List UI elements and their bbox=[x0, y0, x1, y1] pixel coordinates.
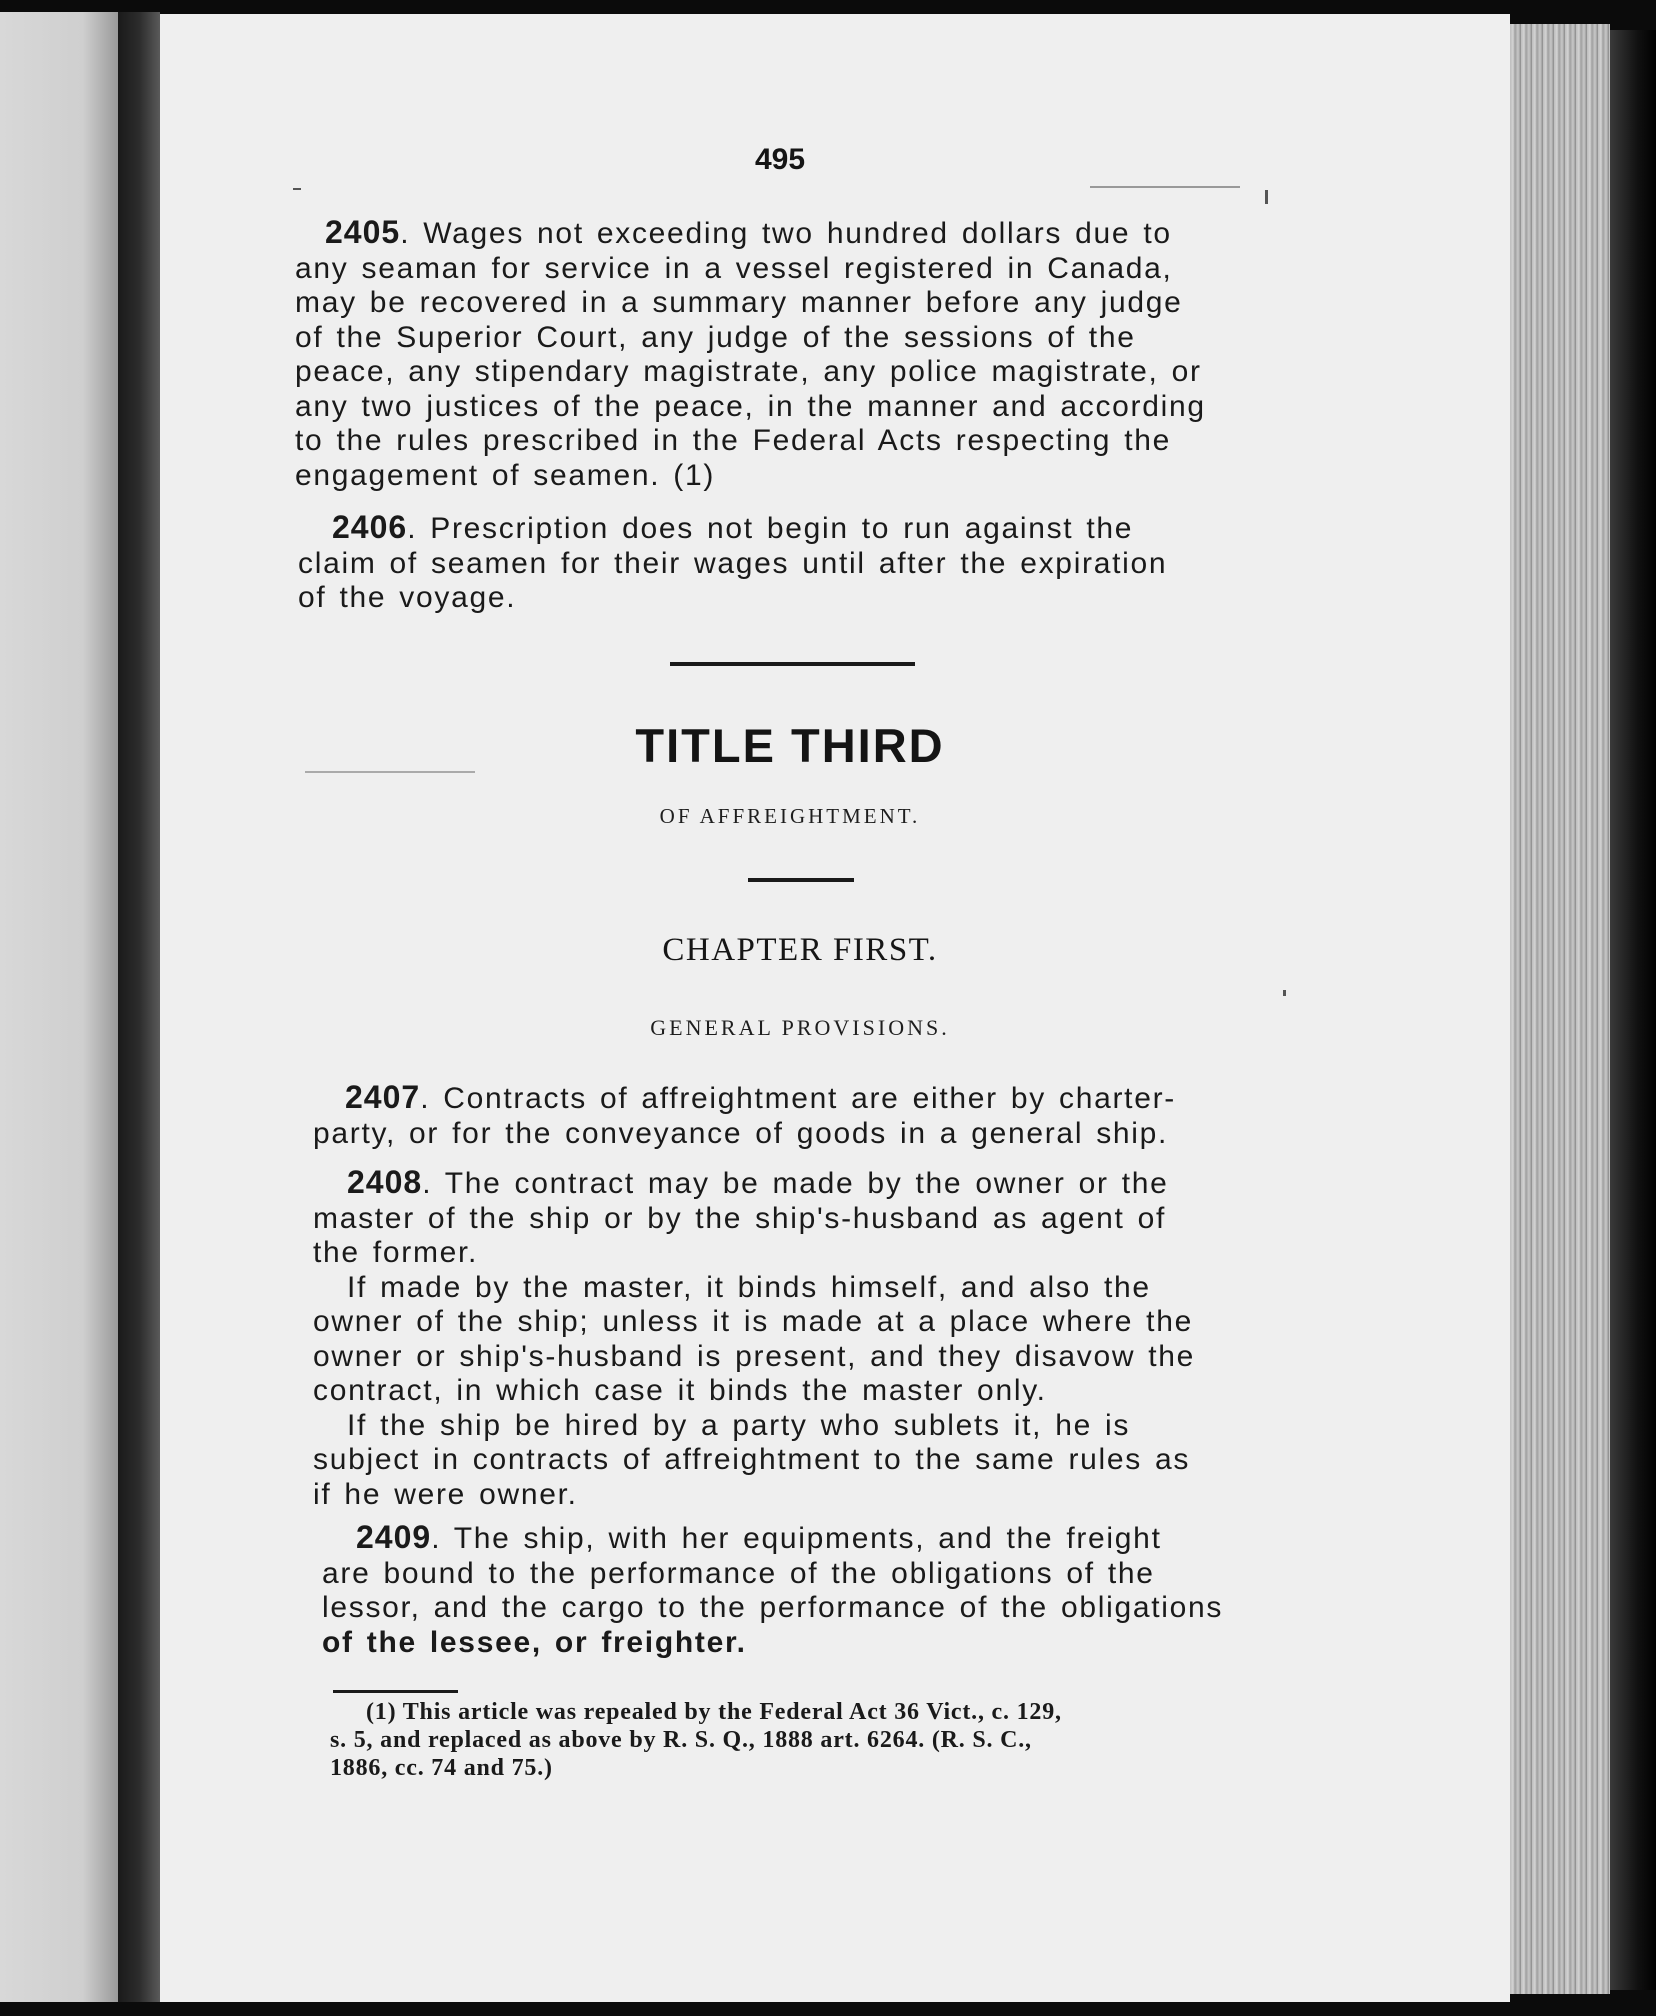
chapter-divider bbox=[748, 878, 854, 882]
page-number: 495 bbox=[754, 143, 806, 176]
article-line: owner of the ship; unless it is made at a place where the bbox=[313, 1305, 1193, 1338]
article-number: 2409 bbox=[356, 1519, 432, 1555]
facing-page-edge bbox=[0, 12, 118, 2002]
article-line: peace, any stipendary magistrate, any police magistrate, or bbox=[295, 355, 1202, 388]
article-number: 2407 bbox=[345, 1079, 421, 1115]
article-line: of the Superior Court, any judge of the sessions of the bbox=[295, 320, 1136, 354]
article-line: claim of seamen for their wages until after the expiration bbox=[298, 546, 1168, 580]
title-divider bbox=[670, 662, 915, 666]
article-line bbox=[313, 1165, 1195, 1202]
article-line: are bound to the performance of the obligations of the bbox=[322, 1556, 1155, 1590]
article-text: . The ship, with her equipments, and the freight bbox=[431, 1522, 1162, 1555]
article-2407 bbox=[313, 1080, 1176, 1151]
chapter-subheading: GENERAL PROVISIONS. bbox=[650, 1015, 950, 1040]
article-2409 bbox=[322, 1520, 1223, 1660]
article-2405 bbox=[295, 215, 1206, 493]
article-2406 bbox=[298, 510, 1167, 616]
article-number: 2408 bbox=[347, 1164, 423, 1200]
footnote bbox=[330, 1698, 1062, 1782]
article-line: subject in contracts of affreightment to the same rules as bbox=[313, 1443, 1191, 1476]
article-line: If the ship be hired by a party who sublets it, he is bbox=[347, 1408, 1131, 1442]
article-text: . Prescription does not begin to run against the bbox=[407, 512, 1134, 545]
footnote-divider bbox=[333, 1690, 458, 1693]
article-line: if he were owner. bbox=[313, 1477, 578, 1511]
article-line: party, or for the conveyance of goods in a general ship. bbox=[313, 1116, 1169, 1150]
title-subheading: OF AFFREIGHTMENT. bbox=[659, 804, 921, 828]
article-line: to the rules prescribed in the Federal Acts respecting the bbox=[295, 424, 1172, 457]
chapter-heading: CHAPTER FIRST. bbox=[662, 932, 938, 968]
article-line bbox=[298, 510, 1167, 547]
cover-edge bbox=[1610, 30, 1656, 1990]
article-line: contract, in which case it binds the master only. bbox=[313, 1374, 1047, 1407]
article-number: 2406 bbox=[332, 509, 408, 545]
article-line bbox=[295, 215, 1206, 252]
article-number: 2405 bbox=[325, 214, 401, 250]
article-line: If made by the master, it binds himself, and also the bbox=[347, 1270, 1151, 1304]
page-block-edges bbox=[1510, 24, 1610, 1994]
title-heading: TITLE THIRD bbox=[635, 719, 945, 772]
footnote-line: 1886, cc. 74 and 75.) bbox=[330, 1755, 553, 1781]
article-line: engagement of seamen. (1) bbox=[295, 458, 716, 492]
article-line: may be recovered in a summary manner before any judge bbox=[295, 286, 1183, 319]
article-line: of the lessee, or freighter. bbox=[322, 1625, 747, 1659]
footnote-line: (1) This article was repealed by the Federal Act 36 Vict., c. 129, bbox=[366, 1699, 1062, 1725]
article-line: master of the ship or by the ship's-husband as agent of bbox=[313, 1201, 1166, 1235]
article-line: lessor, and the cargo to the performance of the obligations bbox=[322, 1591, 1224, 1624]
article-line: the former. bbox=[313, 1236, 479, 1269]
article-line: any two justices of the peace, in the manner and according bbox=[295, 389, 1206, 423]
article-2408 bbox=[313, 1165, 1195, 1512]
article-line bbox=[313, 1080, 1176, 1117]
article-line: of the voyage. bbox=[298, 581, 517, 614]
gutter-shadow bbox=[118, 12, 160, 2002]
article-text: . Wages not exceeding two hundred dollars due to bbox=[400, 217, 1172, 250]
article-line bbox=[322, 1520, 1223, 1557]
article-text: . The contract may be made by the owner or the bbox=[422, 1167, 1169, 1200]
footnote-line: s. 5, and replaced as above by R. S. Q., 1888 art. 6264. (R. S. C., bbox=[330, 1727, 1032, 1753]
article-text: . Contracts of affreightment are either by charter- bbox=[420, 1082, 1176, 1115]
article-line: owner or ship's-husband is present, and they disavow the bbox=[313, 1339, 1196, 1373]
article-line: any seaman for service in a vessel registered in Canada, bbox=[295, 251, 1173, 285]
